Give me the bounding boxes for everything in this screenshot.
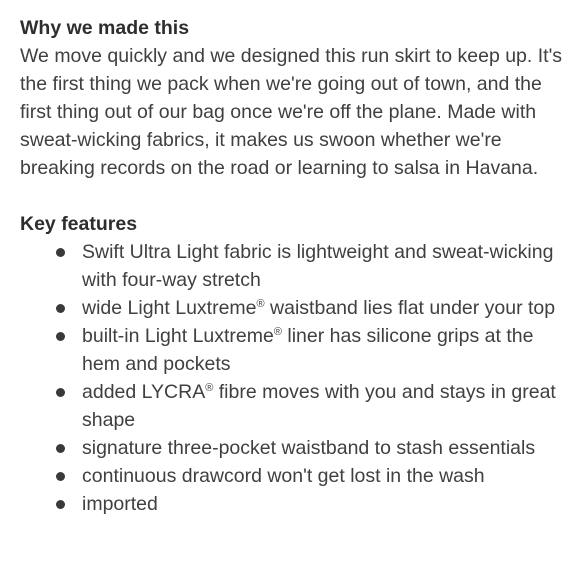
feature-item <box>82 294 568 322</box>
feature-item <box>82 238 568 294</box>
bullet-icon <box>56 472 65 481</box>
feature-text-pre: added LYCRA <box>82 381 206 403</box>
why-section <box>20 14 568 182</box>
feature-text-post: waistband lies flat under your top <box>264 297 556 319</box>
why-body: We move quickly and we designed this run skirt to keep up. It's the first thing we pack when we're going out of town, and the first thing out of our bag once we're off the plane. Made with sweat-wicking fabrics, it makes us swoon whether we're breaking records on the road or learning to salsa in Havana. <box>20 45 563 179</box>
registered-mark: ® <box>205 382 214 394</box>
feature-text: imported <box>82 493 158 515</box>
feature-item <box>82 434 568 462</box>
bullet-icon <box>56 388 65 397</box>
bullet-icon <box>56 304 65 313</box>
feature-text: Swift Ultra Light fabric is lightweight and sweat-wicking with four-way stretch <box>82 241 554 291</box>
why-heading: Why we made this <box>20 17 190 39</box>
feature-item <box>82 490 568 518</box>
key-features-section <box>20 210 568 518</box>
section-spacer <box>20 182 568 210</box>
feature-text-pre: built-in Light Luxtreme <box>82 325 274 347</box>
key-features-list <box>20 238 568 518</box>
bullet-icon <box>56 248 65 257</box>
feature-text: signature three-pocket waistband to stash essentials <box>82 437 536 459</box>
registered-mark: ® <box>256 298 265 310</box>
feature-text-pre: wide Light Luxtreme <box>82 297 257 319</box>
registered-mark: ® <box>273 326 282 338</box>
key-features-heading: Key features <box>20 213 138 235</box>
bullet-icon <box>56 332 65 341</box>
feature-item <box>82 322 568 378</box>
feature-item <box>82 462 568 490</box>
bullet-icon <box>56 500 65 509</box>
feature-item <box>82 378 568 434</box>
feature-text: continuous drawcord won't get lost in the wash <box>82 465 485 487</box>
bullet-icon <box>56 444 65 453</box>
feature-text-post: liner has silicone grips at the hem and pockets <box>82 325 534 375</box>
feature-text-post: fibre moves with you and stays in great shape <box>82 381 556 431</box>
